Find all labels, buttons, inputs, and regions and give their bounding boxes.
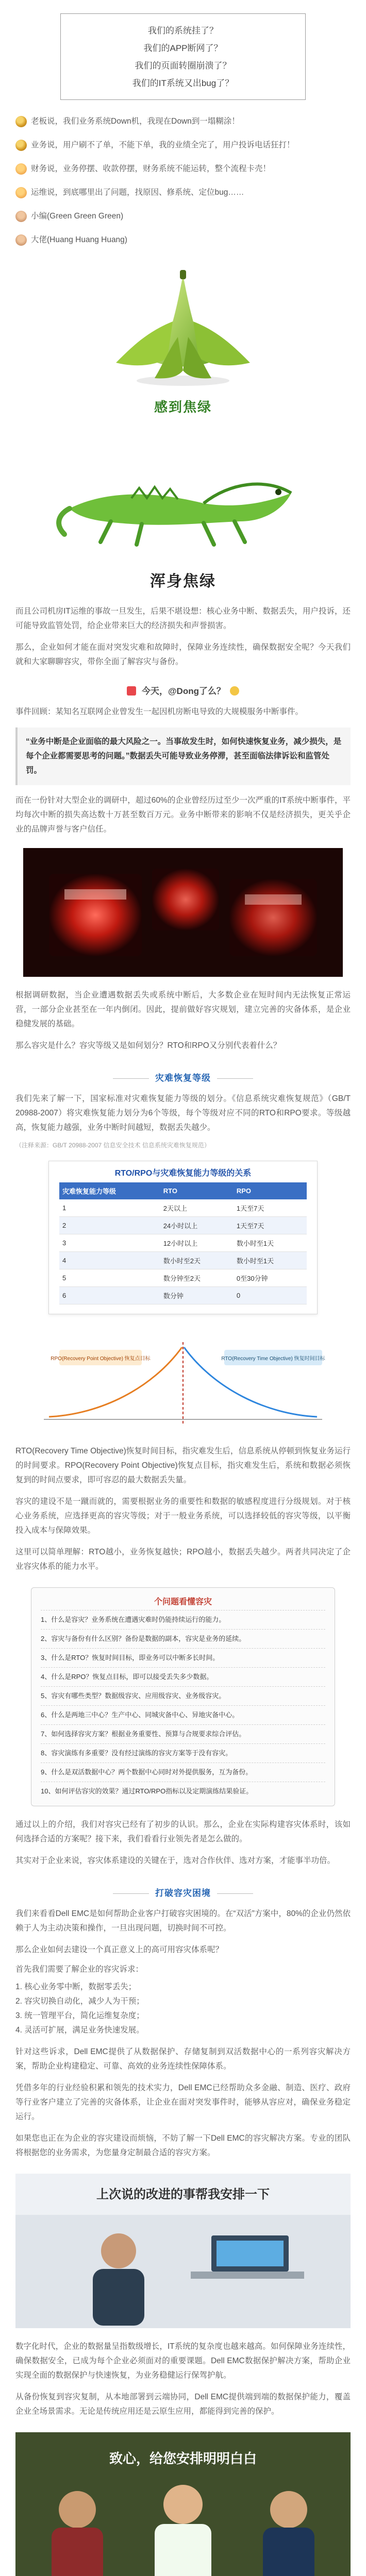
table-row bbox=[59, 1217, 307, 1234]
section-title-1: 灾难恢复等级 bbox=[0, 1071, 366, 1083]
banner1-text: 上次说的改进的事帮我安排一下 bbox=[96, 2188, 270, 2201]
table-row bbox=[59, 1269, 307, 1287]
banana-image-wrap bbox=[0, 260, 366, 416]
qa-text: 运维说，到底哪里出了问题，找原因、修系统、定位bug…… bbox=[31, 188, 244, 197]
rto-label: RTO(Recovery Time Objective) 恢复时间目标 bbox=[221, 1356, 325, 1362]
table-row bbox=[59, 1234, 307, 1252]
section2-para-5: 如果您也正在为企业的容灾建设而烦恼，不妨了解一下Dell EMC的容灾解决方案。专业的团队将根据您的业务需求，为您量身定制最合适的容灾方案。 bbox=[15, 2134, 351, 2157]
avatar-icon bbox=[15, 116, 27, 127]
table-cell: 12小时以上 bbox=[160, 1234, 234, 1252]
section-title-2: 打破容灾困境 bbox=[0, 1886, 366, 1899]
section2-list-item: 3. 统一管理平台，简化运维复杂度； bbox=[15, 2011, 144, 2020]
alarm-image-wrap bbox=[0, 848, 366, 977]
opening-line: 我们的APP断网了？ bbox=[143, 43, 223, 53]
section2-list-item: 4. 灵活可扩展，满足业务快速发展。 bbox=[15, 2026, 144, 2035]
banner-support-image bbox=[15, 2432, 351, 2576]
table-cell: 数分钟至2天 bbox=[160, 1269, 234, 1287]
banner2-text: 致心，给您安排明明白白 bbox=[109, 2451, 257, 2466]
alarm-paragraph: 根据调研数据，当企业遭遇数据丢失或系统中断后，大多数企业在短时间内无法恢复正常运营，一部分企业甚至在一年内倒闭。因此，提前做好容灾规划，建立完善的灾备体系，是企业稳健发展的基础。 bbox=[15, 991, 351, 1028]
table-cell: 6 bbox=[59, 1287, 160, 1304]
section2-list-item: 1. 核心业务零中断，数据零丢失； bbox=[15, 1982, 137, 1991]
rto-rpo-diagram bbox=[23, 1327, 343, 1435]
section1-intro: 我们先来了解一下，国家标准对灾难恢复能力等级的划分。《信息系统灾难恢复规范》（GB/T 20988-2007）将灾难恢复能力划分为6个等级，每个等级对应不同的RTO和RPO要求。等级越高，恢复能力越强，业务中断时间越短，数据丢失越少。 bbox=[15, 1094, 351, 1132]
table-header-cell: RTO bbox=[160, 1182, 234, 1199]
rto-table-title: RTO/RPO与灾难恢复能力等级的关系 bbox=[114, 1169, 252, 1178]
list-item: 3、什么是RTO？恢复时间目标，即业务可以中断多长时间。 bbox=[41, 1648, 325, 1667]
section2-para-2: 首先我们需要了解企业的容灾诉求： bbox=[15, 1965, 144, 1974]
list-item: 1、什么是容灾？业务系统在遭遇灾难时仍能持续运行的能力。 bbox=[41, 1610, 325, 1629]
table-cell: 数小时至2天 bbox=[160, 1252, 234, 1269]
dong-paragraph: 事件回顾：某知名互联网企业曾发生一起因机房断电导致的大规模服务中断事件。 bbox=[15, 707, 304, 716]
opening-line: 我们的页面转圈崩溃了？ bbox=[135, 61, 231, 71]
table-row bbox=[59, 1287, 307, 1304]
qa-line bbox=[15, 233, 351, 247]
qa-text: 业务说，用户刷不了单，不能下单，我的业绩全完了，用户投诉电话狂打！ bbox=[31, 141, 295, 149]
section2-para-3: 针对这些诉求，Dell EMC提供了从数据保护、存储复制到双活数据中心的一系列容灾解决方案，帮助企业构建稳定、可靠、高效的业务连续性保障体系。 bbox=[15, 2047, 351, 2071]
table-cell: 1天至7天 bbox=[234, 1199, 307, 1217]
list-item: 2、容灾与备份有什么区别？备份是数据的副本，容灾是业务的延续。 bbox=[41, 1629, 325, 1648]
levels-paragraph: 容灾的建设不是一蹴而就的，需要根据业务的重要性和数据的敏感程度进行分级规划。对于核心业务系统，应选择更高的容灾等级；对于一般业务系统，可以选择较低的容灾等级，以平衡投入成本与保障效果。 bbox=[15, 1497, 351, 1535]
avatar-icon bbox=[15, 140, 27, 151]
lizard-caption: 浑身焦绿 bbox=[150, 573, 216, 590]
table-cell: 数分钟 bbox=[160, 1287, 234, 1304]
qa-text: 财务说，业务停摆、收款停摆，财务系统不能运转，整个流程卡壳！ bbox=[31, 164, 271, 173]
opening-question-box bbox=[60, 13, 306, 100]
table-cell: 1 bbox=[59, 1199, 160, 1217]
list-item: 6、什么是两地三中心？生产中心、同城灾备中心、异地灾备中心。 bbox=[41, 1705, 325, 1724]
banana-caption: 感到焦绿 bbox=[154, 399, 212, 415]
question-list-box bbox=[31, 1587, 335, 1806]
summary-paragraph: 那么容灾是什么？容灾等级又是如何划分？RTO和RPO又分别代表着什么？ bbox=[15, 1041, 281, 1050]
qa-line bbox=[15, 138, 351, 152]
rto-table bbox=[59, 1182, 307, 1304]
section2-para-4: 凭借多年的行业经验积累和领先的技术实力，Dell EMC已经帮助众多金融、制造、医疗、政府等行业客户建立了完善的灾备体系，让企业在面对突发事件时，能够从容应对，确保业务稳定运行。 bbox=[15, 2083, 351, 2121]
green-banana-image bbox=[95, 260, 271, 394]
table-cell: 5 bbox=[59, 1269, 160, 1287]
levels-paragraph-2: 这里可以简单理解：RTO越小，业务恢复越快；RPO越小，数据丢失越少。两者共同决定了企业容灾体系的能力水平。 bbox=[15, 1548, 351, 1571]
table-cell: 0 bbox=[234, 1287, 307, 1304]
table-cell: 0至30分钟 bbox=[234, 1269, 307, 1287]
emoji-icon bbox=[230, 686, 239, 696]
opening-line: 我们的系统挂了？ bbox=[148, 26, 218, 36]
today-title bbox=[0, 684, 366, 697]
rto-table-card bbox=[48, 1161, 318, 1314]
table-cell: 2 bbox=[59, 1217, 160, 1234]
table-cell: 数小时至1天 bbox=[234, 1234, 307, 1252]
list-item: 4、什么是RPO？恢复点目标，即可以接受丢失多少数据。 bbox=[41, 1667, 325, 1686]
rto-explain: RTO(Recovery Time Objective)恢复时间目标，指灾难发生后，信息系统从停顿到恢复业务运行的时间要求。RPO(Recovery Point Objective)恢复点目标，指灾难发生后，系统和数据必须恢复到的时间点要求，即可容忍的最大数据丢失量。 bbox=[15, 1447, 351, 1484]
para-after-quote: 而在一份针对大型企业的调研中，超过60%的企业曾经历过至少一次严重的IT系统中断事件，平均每次中断的损失高达数十万甚至数百万元。业务中断带来的影响不仅是经济损失，更关乎企业的品牌声誉与客户信任。 bbox=[15, 796, 351, 834]
para-after-qlist-2: 其实对于企业来说，容灾体系建设的关键在于，选对合作伙伴、选对方案，才能事半功倍。 bbox=[15, 1856, 336, 1865]
table-cell: 24小时以上 bbox=[160, 1217, 234, 1234]
question-list-title: 个问题看懂容灾 bbox=[154, 1598, 212, 1606]
quote-box: “业务中断是企业面临的最大风险之一。当事故发生时，如何快速恢复业务，减少损失，是每个企业都需要思考的问题。”数据丢失可能导致业务停滞，甚至面临法律诉讼和监管处罚。 bbox=[15, 727, 351, 785]
source-note: （注释来源：GB/T 20988-2007 信息安全技术 信息系统灾难恢复规范） bbox=[15, 1142, 210, 1149]
office-worker-image bbox=[15, 2174, 351, 2328]
section2-list-item: 2. 容灾切换自动化，减少人为干预； bbox=[15, 1997, 144, 2006]
list-item: 8、容灾演练有多重要？没有经过演练的容灾方案等于没有容灾。 bbox=[41, 1743, 325, 1762]
red-alarm-lights-image bbox=[23, 848, 343, 977]
list-item: 5、容灾有哪些类型？数据级容灾、应用级容灾、业务级容灾。 bbox=[41, 1686, 325, 1705]
qa-text: 小编(Green Green Green) bbox=[31, 212, 124, 221]
qa-text: 老板说，我们业务系统Down机，我现在Down到一塌糊涂！ bbox=[31, 117, 240, 126]
rpo-label: RPO(Recovery Point Objective) 恢复点目标 bbox=[51, 1356, 151, 1362]
avatar-icon bbox=[15, 187, 27, 198]
green-lizard-image bbox=[49, 431, 317, 565]
table-cell: 2天以上 bbox=[160, 1199, 234, 1217]
banner1-paragraph-2: 从备份恢复到容灾复制，从本地部署到云端协同，Dell EMC提供端到端的数据保护能力，覆盖企业全场景需求。无论是传统应用还是云原生应用，都能得到完善的保护。 bbox=[15, 2393, 351, 2416]
support-team-image bbox=[15, 2432, 351, 2576]
qa-line bbox=[15, 209, 351, 224]
banner-office-image bbox=[15, 2174, 351, 2328]
table-row bbox=[59, 1252, 307, 1269]
qa-line bbox=[15, 162, 351, 176]
table-header-row bbox=[59, 1182, 307, 1199]
section2-para-1: 那么企业如何去建设一个真正意义上的高可用容灾体系呢？ bbox=[15, 1945, 224, 1954]
today-title-text: 今天，@Dong了么？ bbox=[141, 686, 225, 696]
list-item: 10、如何评估容灾的效果？通过RTO/RPO指标以及定期演练结果验证。 bbox=[41, 1782, 325, 1801]
table-cell: 1天至7天 bbox=[234, 1217, 307, 1234]
avatar-icon bbox=[15, 163, 27, 175]
flag-icon bbox=[127, 686, 136, 696]
section2-intro: 我们来看看Dell EMC是如何帮助企业客户打破容灾困境的。在“双活”方案中，80%的企业仍然依赖于人为主动决策和操作，一旦出现问题，切换时间不可控。 bbox=[15, 1909, 351, 1933]
table-cell: 3 bbox=[59, 1234, 160, 1252]
banner1-paragraph: 数字化时代，企业的数据量呈指数级增长，IT系统的复杂度也越来越高。如何保障业务连续性，确保数据安全，已成为每个企业必须面对的重要课题。Dell EMC数据保护解决方案，帮助企业实现全面的数据保护与快速恢复，为业务稳健运行保驾护航。 bbox=[15, 2342, 351, 2380]
qa-text: 大佬(Huang Huang Huang) bbox=[31, 235, 127, 244]
intro-paragraph-2: 那么，企业如何才能在面对突发灾难和故障时，保障业务连续性，确保数据安全呢？今天我们就和大家聊聊容灾，带你全面了解容灾与备份。 bbox=[15, 643, 351, 666]
table-header-cell: 灾难恢复能力等级 bbox=[59, 1182, 160, 1199]
avatar-icon bbox=[15, 234, 27, 246]
lizard-image-wrap bbox=[0, 431, 366, 591]
opening-line: 我们的IT系统又出bug了？ bbox=[132, 78, 234, 88]
list-item: 7、如何选择容灾方案？根据业务重要性、预算与合规要求综合评估。 bbox=[41, 1724, 325, 1743]
table-cell: 数小时至1天 bbox=[234, 1252, 307, 1269]
qa-line bbox=[15, 185, 351, 200]
table-cell: 4 bbox=[59, 1252, 160, 1269]
table-header-cell: RPO bbox=[234, 1182, 307, 1199]
para-after-qlist: 通过以上的介绍，我们对容灾已经有了初步的认识。那么，企业在实际构建容灾体系时，该如何选择合适的方案呢？接下来，我们看看行业领先者是怎么做的。 bbox=[15, 1820, 351, 1843]
rto-rpo-diagram-wrap bbox=[0, 1327, 366, 1435]
avatar-icon bbox=[15, 211, 27, 222]
table-row bbox=[59, 1199, 307, 1217]
list-item: 9、什么是双活数据中心？两个数据中心同时对外提供服务，互为备份。 bbox=[41, 1762, 325, 1782]
intro-paragraph: 而且公司机房IT运维的事故一旦发生，后果不堪设想：核心业务中断、数据丢失，用户投诉，还可能导致监管处罚，给企业带来巨大的经济损失和声誉损害。 bbox=[15, 607, 351, 630]
qa-line bbox=[15, 114, 351, 129]
